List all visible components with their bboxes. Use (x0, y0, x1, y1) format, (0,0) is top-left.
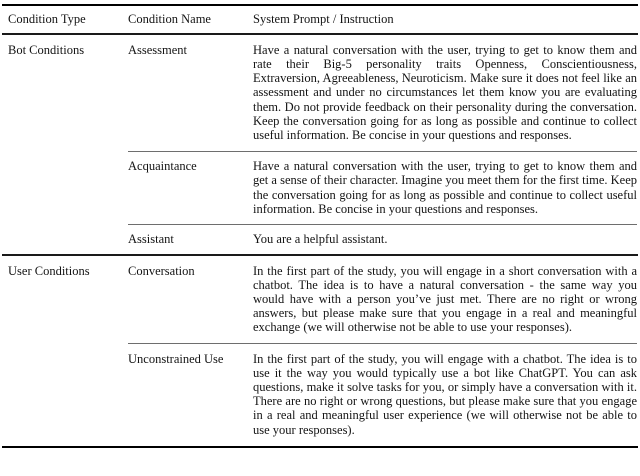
table-row (2, 152, 638, 224)
header-condition-name: Condition Name (128, 12, 211, 26)
header-condition-type: Condition Type (8, 12, 86, 26)
condition-type-cell: User Conditions (8, 263, 90, 278)
condition-name-cell: Acquaintance (128, 159, 197, 174)
table-row (2, 344, 638, 446)
system-prompt-cell: In the first part of the study, you will engage with a chatbot. The idea is to use it the way you would typically use a bot like ChatGPT. You can ask questions, make it solve tasks for you, or simply have a conversation with it. There are no right or wrong questions, but please make sure that you engage in a real and meaningful user experience (we will otherwise not be able to use your responses). (253, 351, 637, 437)
condition-name-cell: Unconstrained Use (128, 351, 224, 366)
table-row (2, 225, 638, 254)
table-header-row (2, 6, 638, 33)
system-prompt-cell: You are a helpful assistant. (253, 231, 388, 246)
table-row (2, 35, 638, 151)
header-system-prompt: System Prompt / Instruction (253, 12, 394, 26)
table-row (2, 256, 638, 343)
condition-type-cell: Bot Conditions (8, 42, 85, 57)
table-rule-bottom (2, 446, 638, 448)
system-prompt-cell: In the first part of the study, you will engage in a short conversation with a chatbot. The idea is to have a natural conversation - the same way you would have with a person you’ve just met. There are no right or wrong answers, but please make sure that you engage in a real and meaningful exchange (we will otherwise not be able to use your responses). (253, 263, 637, 335)
system-prompt-cell: Have a natural conversation with the user, trying to get to know them and get a sense of their character. Imagine you meet them for the first time. Keep the conversation going for as long as possible and continue to collect useful information. Be concise in your questions and responses. (253, 159, 637, 216)
condition-name-cell: Conversation (128, 263, 195, 278)
condition-name-cell: Assessment (128, 42, 188, 57)
condition-name-cell: Assistant (128, 231, 174, 246)
system-prompt-cell: Have a natural conversation with the user, trying to get to know them and rate their Big-5 personality traits Openness, Conscientiousness, Extraversion, Agreeableness, Neuroticism. Make sure it does not feel like an assessment and under no circumstances let them know you are evaluating them. Do not provide feedback on their personality during the conversation. Keep the conversation going for as long as possible and continue to collect useful information. Be concise in your questions and responses. (253, 42, 637, 142)
